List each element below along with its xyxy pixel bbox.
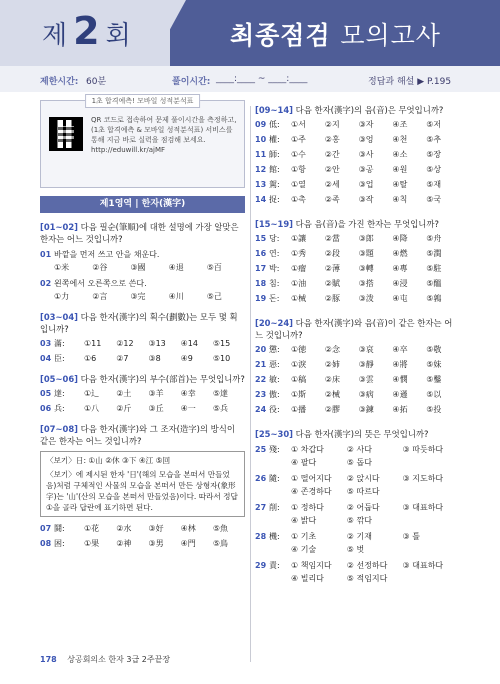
- option[interactable]: ⑤저: [426, 120, 442, 129]
- question-text: 다음 필순(筆順)에 대한 설명에 가장 알맞은 한자는 어느 것입니까?: [40, 222, 239, 244]
- question-number: 17: [255, 264, 267, 273]
- option[interactable]: ③ 틀: [402, 532, 420, 541]
- option[interactable]: ②斤: [116, 404, 132, 413]
- question-number: 06: [40, 404, 52, 413]
- answer-reference: 정답과 해설 ▶ P.195: [368, 77, 452, 87]
- question-group-heading: [40, 311, 245, 335]
- left-column: [40, 97, 245, 550]
- question-number: 12: [255, 165, 267, 174]
- option[interactable]: ⑤鳥: [212, 539, 228, 548]
- option[interactable]: ⑤己: [206, 292, 222, 301]
- option[interactable]: ①항: [291, 165, 306, 174]
- right-column: [255, 100, 460, 585]
- question-range: [07~08]: [40, 424, 78, 434]
- option[interactable]: ②當: [324, 234, 340, 243]
- option[interactable]: ④ 빌리다: [291, 574, 324, 583]
- option[interactable]: ⑤達: [212, 389, 228, 398]
- option[interactable]: ② 선정하다: [346, 561, 388, 570]
- option[interactable]: ④拓: [392, 405, 408, 414]
- option[interactable]: ④憫: [392, 375, 408, 384]
- question-stem: 돈:: [269, 294, 280, 303]
- option[interactable]: ④幸: [180, 389, 196, 398]
- time-limit-label: 제한시간:: [40, 77, 79, 87]
- question-group-heading: [40, 221, 245, 245]
- option[interactable]: ①淚: [291, 360, 307, 369]
- question-item: [40, 352, 245, 365]
- question-number: 23: [255, 390, 267, 399]
- question-item: [255, 472, 460, 498]
- question-number: 01: [40, 250, 52, 259]
- option[interactable]: ② 어둡다: [346, 503, 380, 512]
- question-number: 09: [255, 120, 267, 129]
- option[interactable]: ④遜: [392, 390, 408, 399]
- solve-time-label: 풀이시간:: [172, 77, 211, 87]
- option[interactable]: ①辶: [84, 389, 100, 398]
- option[interactable]: ⑤鑿: [426, 375, 442, 384]
- question-stem: 惡:: [269, 360, 280, 369]
- question-item: [255, 148, 460, 161]
- option[interactable]: ③ 대표하다: [402, 503, 444, 512]
- question-number: 25: [255, 445, 267, 454]
- question-text: 다음 음(音)을 가진 한자는 무엇입니까?: [295, 219, 439, 229]
- footer-text: 상공회의소 한자 3급 2주끝장: [67, 655, 171, 664]
- question-number: 11: [255, 150, 267, 159]
- question-text: 다음 한자(漢字)의 획수(劃數)는 모두 몇 획입니까?: [40, 312, 238, 334]
- promo-line: 통해 지금 바로 실력을 점검해 보세요.: [91, 136, 206, 144]
- question-range: [05~06]: [40, 374, 78, 384]
- option[interactable]: ④ 기술: [291, 545, 317, 554]
- page-number: 178: [40, 655, 57, 664]
- question-item: [255, 277, 460, 290]
- option[interactable]: ③郎: [358, 234, 374, 243]
- option[interactable]: ①力: [54, 292, 70, 301]
- question-number: 20: [255, 345, 267, 354]
- option[interactable]: ⑤ 돕다: [346, 458, 372, 467]
- question-stem: 役:: [269, 405, 280, 414]
- option[interactable]: ① 떨어지다: [291, 474, 332, 483]
- page-footer: [40, 654, 170, 665]
- page-header: [0, 0, 500, 66]
- time-limit-value: 60분: [86, 77, 107, 87]
- option-list: [291, 472, 460, 498]
- exam-suffix: 회: [105, 21, 131, 51]
- option[interactable]: ② 기재: [346, 532, 372, 541]
- question-stem: 低:: [269, 120, 280, 129]
- question-item: [255, 358, 460, 371]
- option[interactable]: ①播: [291, 405, 307, 414]
- option[interactable]: ②홍: [324, 135, 340, 144]
- option[interactable]: ⑤駐: [426, 264, 442, 273]
- exam-number-value: 2: [73, 9, 100, 53]
- question-number: 26: [255, 474, 267, 483]
- option[interactable]: ④川: [168, 292, 184, 301]
- option[interactable]: ⑤敬: [426, 345, 442, 354]
- question-stem: 懲:: [269, 345, 280, 354]
- question-stem: 박:: [269, 264, 280, 273]
- example-options: 〈보기〉日: ①山 ②休 ③下 ④江 ⑤回: [46, 456, 171, 465]
- question-number: 15: [255, 234, 267, 243]
- option[interactable]: ③ 따듯하다: [402, 445, 444, 454]
- question-group-heading: [255, 104, 460, 116]
- option[interactable]: ④ 존경하다: [291, 487, 332, 496]
- option[interactable]: ③靜: [358, 360, 374, 369]
- option[interactable]: ③哀: [358, 345, 374, 354]
- option[interactable]: ②안: [324, 165, 340, 174]
- question-stem: 鬪:: [54, 524, 65, 533]
- question-stem: 困:: [54, 539, 65, 548]
- option[interactable]: ③13: [148, 339, 166, 348]
- question-number: 02: [40, 279, 52, 288]
- question-stem: 臣:: [54, 354, 65, 363]
- title-thin: 모의고사: [340, 21, 441, 50]
- question-number: 07: [40, 524, 52, 533]
- option[interactable]: ②姉: [324, 360, 340, 369]
- question-number: 04: [40, 354, 52, 363]
- option[interactable]: ③자: [358, 120, 374, 129]
- option[interactable]: ②膠: [324, 405, 340, 414]
- question-range: [25~30]: [255, 429, 293, 439]
- promo-box: [40, 97, 245, 188]
- question-stem: 왼쪽에서 오른쪽으로 쓴다.: [54, 279, 147, 288]
- option[interactable]: ②세: [324, 180, 340, 189]
- question-item: [255, 247, 460, 260]
- option[interactable]: ④屯: [392, 294, 408, 303]
- column-divider: [250, 106, 251, 662]
- question-stem: 達:: [54, 389, 65, 398]
- question-stem: 殘:: [269, 445, 280, 454]
- option[interactable]: ⑤百: [206, 263, 222, 272]
- question-item: [40, 402, 245, 415]
- option[interactable]: ⑤재: [426, 180, 442, 189]
- question-number: 24: [255, 405, 267, 414]
- option[interactable]: ③8: [148, 354, 161, 363]
- question-number: 18: [255, 279, 267, 288]
- option[interactable]: ④14: [180, 339, 198, 348]
- option[interactable]: ③轉: [358, 264, 374, 273]
- question-stem: 隨:: [269, 474, 280, 483]
- question-group-heading: [40, 373, 245, 385]
- option[interactable]: ②賦: [324, 279, 340, 288]
- question-item: [255, 232, 460, 245]
- option[interactable]: ⑤鶉: [426, 294, 442, 303]
- option[interactable]: ④林: [180, 524, 196, 533]
- option[interactable]: ②谷: [92, 263, 108, 272]
- option[interactable]: ① 책임지다: [291, 561, 332, 570]
- question-stem: 傲:: [269, 390, 280, 399]
- option[interactable]: ⑤ 따르다: [346, 487, 380, 496]
- option[interactable]: ⑤국: [426, 195, 442, 204]
- option[interactable]: ④浸: [392, 279, 408, 288]
- option[interactable]: ②水: [116, 524, 132, 533]
- option[interactable]: ①瘤: [291, 264, 307, 273]
- option[interactable]: ①주: [291, 135, 306, 144]
- question-number: 03: [40, 339, 52, 348]
- question-stem: 연:: [269, 249, 280, 258]
- question-text: 다음 한자(漢字)와 그 조자(造字)의 방식이 같은 한자는 어느 것입니까?: [40, 424, 235, 446]
- option[interactable]: ②言: [92, 292, 108, 301]
- info-bar: [0, 66, 500, 92]
- option[interactable]: ⑤15: [212, 339, 231, 348]
- question-range: [09~14]: [255, 105, 293, 115]
- option[interactable]: ⑤10: [212, 354, 231, 363]
- promo-text: [91, 115, 238, 155]
- option[interactable]: ①서: [291, 120, 306, 129]
- solve-time-value: ____:____ ~ ____:____: [216, 74, 308, 84]
- question-item: [40, 277, 245, 290]
- option[interactable]: ①秀: [291, 249, 307, 258]
- option[interactable]: ②床: [324, 375, 340, 384]
- question-stem: 責:: [269, 561, 280, 570]
- option[interactable]: ⑤ 벗: [346, 545, 365, 554]
- question-number: 22: [255, 375, 267, 384]
- option[interactable]: ⑤兵: [212, 404, 228, 413]
- option[interactable]: ③공: [358, 165, 374, 174]
- question-number: 19: [255, 294, 267, 303]
- question-stem: 당:: [269, 234, 280, 243]
- option[interactable]: ③好: [148, 524, 164, 533]
- option[interactable]: ①稿: [291, 375, 307, 384]
- question-item: [40, 522, 245, 535]
- question-number: 28: [255, 532, 267, 541]
- option[interactable]: ③男: [148, 539, 164, 548]
- question-item: [40, 337, 245, 350]
- option[interactable]: ③작: [358, 195, 374, 204]
- example-explanation: 〈보기〉에 제시된 한자 '日'(해의 모습을 본떠서 만들었음)처럼 구체적인 사물의 모습을 본떠서 만든 상형자(象形字)는 '山'(산의 모습을 본떠서 만들었음)이다. 따라서 정답 ①을 골라 답란에 표기하면 된다.: [46, 470, 238, 512]
- option[interactable]: ①11: [84, 339, 102, 348]
- option[interactable]: ⑤ 적임지다: [346, 574, 388, 583]
- question-item: [255, 403, 460, 416]
- section-heading: 제1영역 | 한자(漢字): [40, 196, 245, 213]
- option[interactable]: ②念: [324, 345, 340, 354]
- option[interactable]: ⑤投: [426, 405, 442, 414]
- question-range: [03~04]: [40, 312, 78, 322]
- question-stem: 機:: [269, 532, 280, 541]
- option[interactable]: ⑤魚: [212, 524, 228, 533]
- option[interactable]: ②지: [324, 120, 340, 129]
- option[interactable]: ③國: [130, 263, 146, 272]
- option-list: [291, 501, 460, 527]
- question-item: [255, 501, 460, 527]
- option[interactable]: ④원: [392, 165, 408, 174]
- option[interactable]: ④降: [392, 234, 408, 243]
- option[interactable]: ⑤以: [426, 390, 442, 399]
- exam-number: [42, 9, 131, 53]
- promo-line: QR 코드로 접속하여 문제 풀이시간을 측정하고,: [91, 116, 237, 124]
- option[interactable]: ①6: [84, 354, 97, 363]
- option[interactable]: ①八: [84, 404, 100, 413]
- option[interactable]: ④ 밝다: [291, 516, 317, 525]
- option[interactable]: ④ 팔다: [291, 458, 317, 467]
- question-number: 29: [255, 561, 267, 570]
- option[interactable]: ① 차갑다: [291, 445, 324, 454]
- question-item: [40, 248, 245, 261]
- question-group-heading: [255, 218, 460, 230]
- question-item: [255, 133, 460, 146]
- option[interactable]: ⑤장: [426, 150, 442, 159]
- question-stem: 館:: [269, 165, 280, 174]
- option[interactable]: ③羊: [148, 389, 164, 398]
- option[interactable]: ④燃: [392, 249, 408, 258]
- question-stem: 師:: [269, 150, 280, 159]
- question-group-heading: [40, 423, 245, 447]
- option[interactable]: ①斯: [291, 390, 307, 399]
- question-text: 다음 한자(漢字)와 음(音)이 같은 한자는 어느 것입니까?: [255, 318, 453, 340]
- question-text: 다음 한자(漢字)의 음(音)은 무엇입니까?: [295, 105, 444, 115]
- promo-line: (1초 합격예측 & 모바일 성적분석표) 서비스를: [91, 126, 233, 134]
- option[interactable]: ②薄: [324, 264, 340, 273]
- question-number: 13: [255, 180, 267, 189]
- question-number: 10: [255, 135, 267, 144]
- option[interactable]: ⑤妹: [426, 360, 442, 369]
- promo-link[interactable]: http://eduwill.kr/ajMF: [91, 146, 166, 154]
- title-bold: 최종점검: [230, 21, 331, 50]
- question-item: [255, 559, 460, 585]
- question-stem: 滿:: [54, 339, 65, 348]
- example-box: [40, 451, 245, 517]
- option[interactable]: ④칙: [392, 195, 408, 204]
- option[interactable]: ④조: [392, 120, 408, 129]
- option[interactable]: ④將: [392, 360, 408, 369]
- option-list: [291, 559, 460, 585]
- question-stem: 敏:: [269, 375, 280, 384]
- question-range: [20~24]: [255, 318, 293, 328]
- question-item: [255, 343, 460, 356]
- option[interactable]: ① 기초: [291, 532, 317, 541]
- question-number: 27: [255, 503, 267, 512]
- option[interactable]: ⑤醞: [426, 279, 442, 288]
- option[interactable]: ⑤추: [426, 135, 442, 144]
- option[interactable]: ④卒: [392, 345, 408, 354]
- option[interactable]: ④專: [392, 264, 408, 273]
- option[interactable]: ⑤舟: [426, 234, 442, 243]
- question-range: [01~02]: [40, 222, 78, 232]
- option[interactable]: ③ 지도하다: [402, 474, 444, 483]
- option[interactable]: ①徳: [291, 345, 307, 354]
- question-number: 21: [255, 360, 267, 369]
- option[interactable]: ④소: [392, 150, 408, 159]
- option[interactable]: ③完: [130, 292, 146, 301]
- option[interactable]: ①花: [84, 524, 100, 533]
- option[interactable]: ③泼: [358, 294, 374, 303]
- qr-code-icon[interactable]: [49, 117, 83, 151]
- option[interactable]: ②豚: [324, 294, 340, 303]
- option[interactable]: ① 정하다: [291, 503, 324, 512]
- option[interactable]: ③丘: [148, 404, 164, 413]
- option[interactable]: ②土: [116, 389, 132, 398]
- question-stem: 削:: [269, 503, 280, 512]
- option[interactable]: ①油: [291, 279, 307, 288]
- option[interactable]: ①米: [54, 263, 70, 272]
- option[interactable]: ④門: [180, 539, 196, 548]
- question-item: [255, 292, 460, 305]
- option[interactable]: ①열: [291, 180, 306, 189]
- option[interactable]: ②神: [116, 539, 132, 548]
- option[interactable]: ①果: [84, 539, 100, 548]
- option[interactable]: ② 사다: [346, 445, 372, 454]
- option-list: [291, 443, 460, 469]
- option[interactable]: ③업: [358, 180, 374, 189]
- question-number: 14: [255, 195, 267, 204]
- question-item: [255, 443, 460, 469]
- question-item: [255, 373, 460, 386]
- option[interactable]: ②12: [116, 339, 134, 348]
- question-number: 16: [255, 249, 267, 258]
- question-stem: 바깥을 먼저 쓰고 안을 채운다.: [54, 250, 160, 259]
- question-item: [255, 530, 460, 556]
- option[interactable]: ①讓: [291, 234, 307, 243]
- question-stem: 捉:: [269, 195, 280, 204]
- question-item: [255, 118, 460, 131]
- question-group-heading: [255, 428, 460, 440]
- option[interactable]: ⑤ 깎다: [346, 516, 372, 525]
- question-item: [255, 178, 460, 191]
- option[interactable]: ②간: [324, 150, 340, 159]
- question-number: 08: [40, 539, 52, 548]
- option-list: [40, 290, 245, 303]
- option[interactable]: ③사: [358, 150, 374, 159]
- question-item: [255, 262, 460, 275]
- option[interactable]: ④탈: [392, 180, 408, 189]
- question-range: [15~19]: [255, 219, 293, 229]
- option[interactable]: ①촉: [291, 195, 306, 204]
- option[interactable]: ⑤澗: [426, 249, 442, 258]
- question-text: 다음 한자(漢字)의 부수(部首)는 무엇입니까?: [80, 374, 245, 384]
- question-stem: 兵:: [54, 404, 65, 413]
- option[interactable]: ③病: [358, 390, 374, 399]
- page-title: [230, 16, 441, 52]
- question-number: 05: [40, 389, 52, 398]
- option[interactable]: ④9: [180, 354, 193, 363]
- question-group-heading: [255, 317, 460, 341]
- question-stem: 駕:: [269, 180, 280, 189]
- option[interactable]: ④一: [180, 404, 196, 413]
- option[interactable]: ② 앉시다: [346, 474, 380, 483]
- exam-prefix: 제: [42, 21, 68, 51]
- option[interactable]: ②械: [324, 390, 340, 399]
- option[interactable]: ②족: [324, 195, 340, 204]
- question-item: [40, 387, 245, 400]
- question-item: [255, 193, 460, 206]
- option[interactable]: ③엉: [358, 135, 374, 144]
- option[interactable]: ①수: [291, 150, 306, 159]
- question-stem: 權:: [269, 135, 280, 144]
- option[interactable]: ④천: [392, 135, 408, 144]
- option[interactable]: ①械: [291, 294, 307, 303]
- option[interactable]: ②段: [324, 249, 340, 258]
- question-text: 다음 한자(漢字)의 뜻은 무엇입니까?: [295, 429, 429, 439]
- option-list: [291, 530, 460, 556]
- header-diagonal: [150, 0, 186, 66]
- promo-tab: 1초 합격예측! 모바일 성적분석표: [85, 94, 201, 108]
- option[interactable]: ③題: [358, 249, 374, 258]
- option[interactable]: ②7: [116, 354, 129, 363]
- question-stem: 침:: [269, 279, 280, 288]
- option[interactable]: ③雲: [358, 375, 374, 384]
- option[interactable]: ③ 대표하다: [402, 561, 444, 570]
- question-item: [255, 163, 460, 176]
- option[interactable]: ③搭: [358, 279, 374, 288]
- option[interactable]: ⑤상: [426, 165, 442, 174]
- question-item: [255, 388, 460, 401]
- option-list: [40, 261, 245, 274]
- option[interactable]: ③鍊: [358, 405, 374, 414]
- option[interactable]: ④退: [168, 263, 184, 272]
- question-item: [40, 537, 245, 550]
